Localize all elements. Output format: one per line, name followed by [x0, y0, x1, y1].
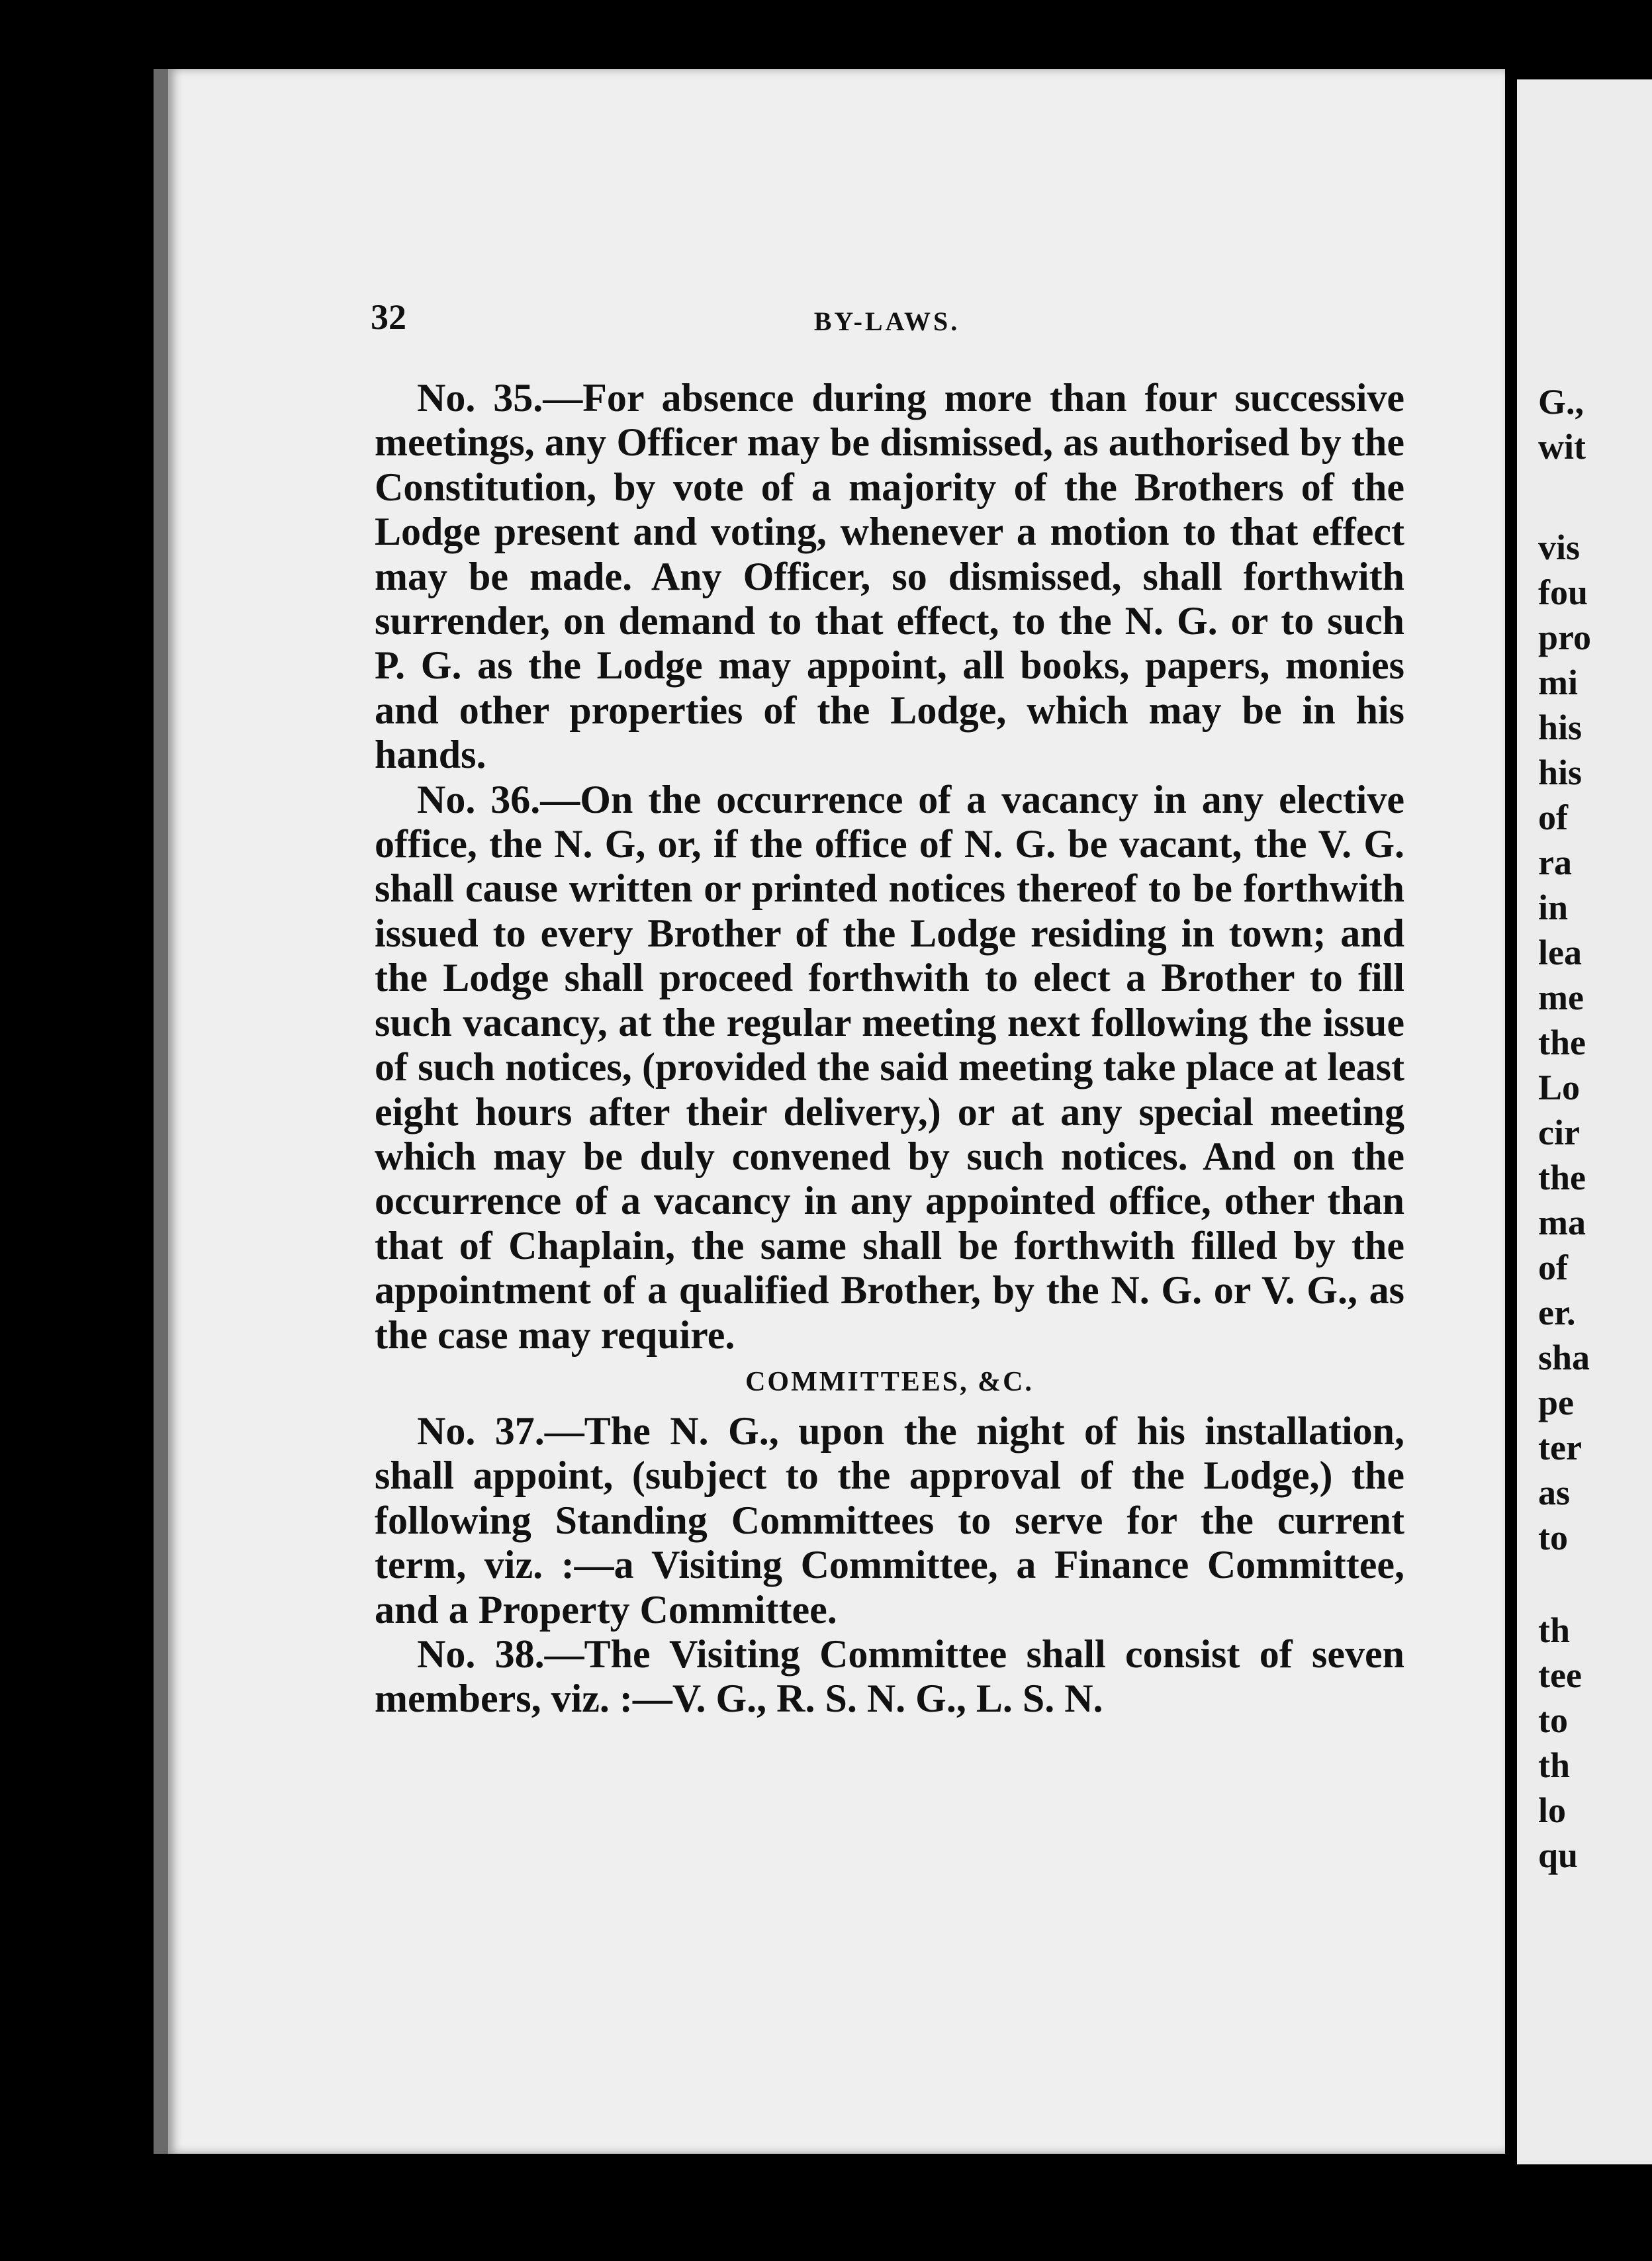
- fragment-line: th: [1538, 1610, 1571, 1650]
- by-law-36: No. 36.—On the occurrence of a vacancy in any elective office, the N. G, or, if the office of N. G. be vacant, the V. G. shall cause written or printed notices thereof to be forthwith issued to every Brother of the Lodge residing in town; and the Lodge shall proceed forthwith to elect a Brother to fill such vacancy, at the regular meeting next following the issue of such notices, (provided the said meeting take place at least eight hours after their delivery,) or at any special meeting which may be duly convened by such notices. And on the occurrence of a vacancy in any appointed office, other than that of Chaplain, the same shall be forthwith filled by the appointment of a qualified Brother, by the N. G. or V. G., as the case may require.: [375, 777, 1404, 1357]
- fragment-line: fou: [1538, 573, 1588, 612]
- fragment-line: ra: [1538, 843, 1572, 882]
- fragment-line: vis: [1538, 528, 1581, 567]
- fragment-line: to: [1538, 1518, 1568, 1557]
- fragment-line: sha: [1538, 1338, 1590, 1377]
- fragment-line: qu: [1538, 1835, 1579, 1875]
- fragment-line: of: [1538, 798, 1568, 837]
- fragment-line: me: [1538, 978, 1584, 1017]
- fragment-line: ter: [1538, 1428, 1582, 1467]
- fragment-line: his: [1538, 708, 1583, 747]
- body-text: [375, 376, 1404, 1722]
- fragment-line: tee: [1538, 1655, 1582, 1695]
- fragment-line: cir: [1538, 1113, 1580, 1152]
- fragment-line: er.: [1538, 1293, 1576, 1332]
- fragment-line: pe: [1538, 1383, 1574, 1422]
- fragment-line: the: [1538, 1158, 1586, 1197]
- page-number: 32: [371, 297, 406, 337]
- fragment-line: Lo: [1538, 1068, 1581, 1107]
- fragment-line: of: [1538, 1248, 1568, 1287]
- fragment-line: pro: [1538, 618, 1592, 657]
- fragment-line: lea: [1538, 933, 1582, 972]
- fragment-line: lo: [1538, 1790, 1567, 1830]
- facing-page-fragment: [1517, 79, 1652, 2164]
- running-head: BY-LAWS.: [813, 306, 960, 336]
- fragment-line: mi: [1538, 663, 1578, 702]
- fragment-line: his: [1538, 753, 1583, 792]
- section-heading: COMMITTEES, &C.: [745, 1366, 1034, 1397]
- fragment-line: the: [1538, 1023, 1586, 1062]
- fragment-line: to: [1538, 1700, 1568, 1740]
- by-law-37: No. 37.—The N. G., upon the night of his installation, shall appoint, (subject to the approval of the Lodge,) the following Standing Committees to serve for the current term, viz. :—a Visiting Committee, a Finance Committee, and a Property Committee.: [375, 1408, 1404, 1632]
- fragment-line: G.,: [1538, 382, 1584, 422]
- fragment-line: th: [1538, 1745, 1571, 1785]
- by-law-38: No. 38.—The Visiting Committee shall consist of seven members, viz. :—V. G., R. S. N. G., L. S. N.: [375, 1632, 1404, 1721]
- fragment-line: as: [1538, 1473, 1571, 1512]
- page-header: [371, 297, 1403, 349]
- fragment-line: wit: [1538, 427, 1586, 467]
- by-law-35: No. 35.—For absence during more than four successive meetings, any Officer may be dismissed, as authorised by the Constitution, by vote of a majority of the Brothers of the Lodge present and voting, whenever a motion to that effect may be made. Any Officer, so dismissed, shall forthwith surrender, on demand to that effect, to the N. G. or to such P. G. as the Lodge may appoint, all books, papers, monies and other properties of the Lodge, which may be in his hands.: [375, 376, 1404, 777]
- fragment-line: in: [1538, 888, 1569, 927]
- fragment-line: ma: [1538, 1203, 1586, 1242]
